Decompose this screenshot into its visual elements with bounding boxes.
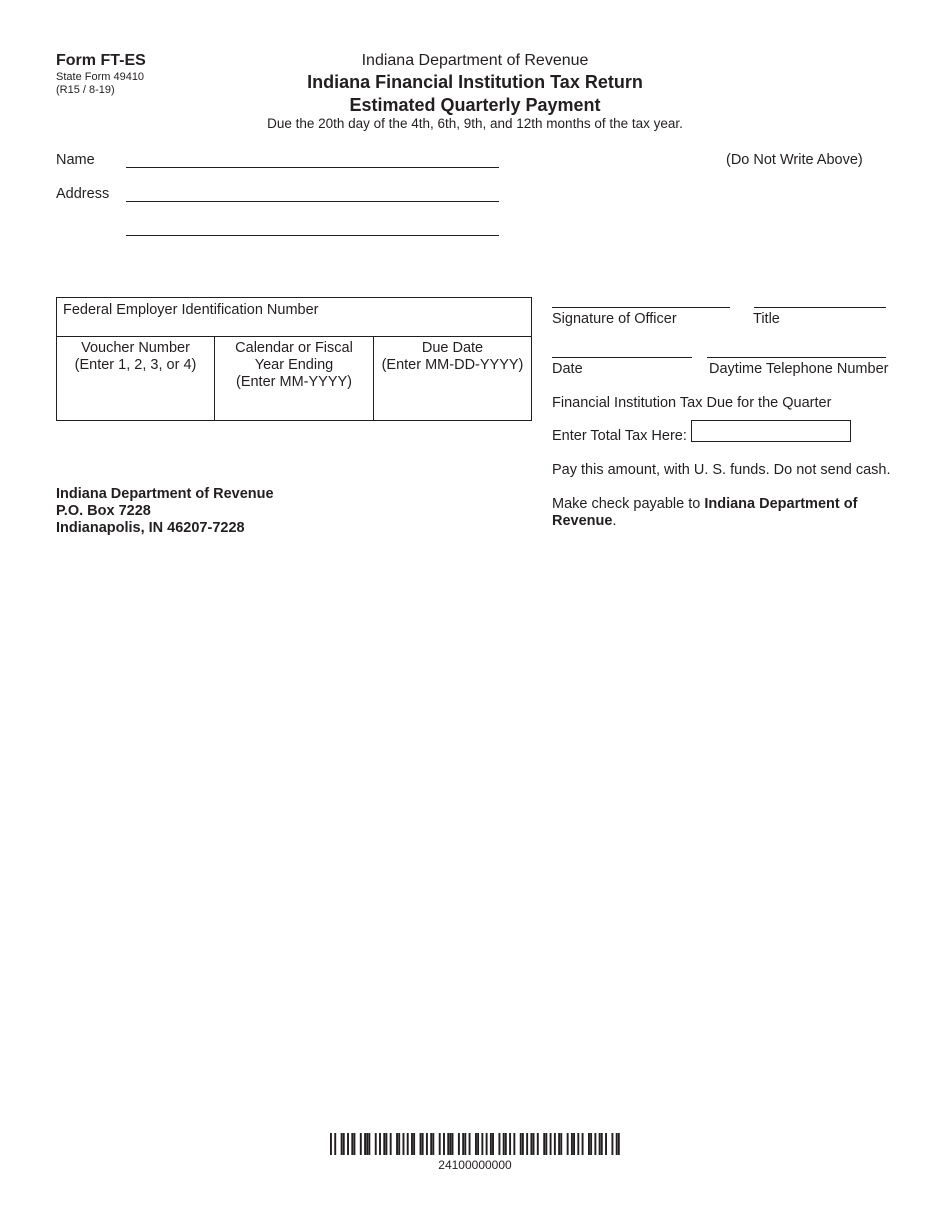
- date-label: Date: [552, 361, 583, 377]
- phone-field[interactable]: [707, 357, 886, 358]
- barcode-bar: [616, 1133, 618, 1155]
- date-field[interactable]: [552, 357, 692, 358]
- barcode-bar: [498, 1133, 500, 1155]
- payable-prefix: Make check payable to: [552, 496, 705, 512]
- address-field-line2[interactable]: [126, 235, 499, 236]
- barcode-bar: [383, 1133, 385, 1155]
- phone-label: Daytime Telephone Number: [709, 361, 889, 377]
- barcode-bar: [554, 1133, 556, 1155]
- barcode-bar: [351, 1133, 353, 1155]
- name-label: Name: [56, 152, 95, 168]
- department-name: Indiana Department of Revenue: [361, 52, 589, 69]
- barcode-bar: [530, 1133, 532, 1155]
- barcode-bar: [366, 1133, 368, 1155]
- barcode-bar: [520, 1133, 522, 1155]
- barcode-bar: [439, 1133, 441, 1155]
- year-ending-label-1: Calendar or Fiscal: [235, 340, 353, 356]
- barcode-bar: [385, 1133, 387, 1155]
- address-field-line1[interactable]: [126, 201, 499, 202]
- year-ending-cell[interactable]: [215, 336, 374, 420]
- barcode-bar: [347, 1133, 349, 1155]
- form-revision: (R15 / 8-19): [56, 84, 115, 96]
- form-id: Form FT-ES: [56, 52, 146, 69]
- barcode-bar: [426, 1133, 428, 1155]
- barcode-bar: [375, 1133, 377, 1155]
- form-title: Indiana Financial Institution Tax Return: [307, 72, 643, 92]
- barcode-bar: [364, 1133, 366, 1155]
- title-field[interactable]: [754, 307, 886, 308]
- barcode-bar: [462, 1133, 464, 1155]
- barcode-bar: [379, 1133, 381, 1155]
- total-tax-label: Enter Total Tax Here:: [552, 428, 687, 444]
- voucher-number-hint: (Enter 1, 2, 3, or 4): [74, 357, 197, 373]
- mailing-address-line2: P.O. Box 7228: [56, 503, 151, 519]
- barcode-bar: [447, 1133, 449, 1155]
- barcode-bar: [403, 1133, 405, 1155]
- name-field[interactable]: [126, 167, 499, 168]
- due-note: Due the 20th day of the 4th, 6th, 9th, and 12th months of the tax year.: [267, 116, 683, 131]
- barcode-bar: [353, 1133, 355, 1155]
- us-funds-note: Pay this amount, with U. S. funds. Do not send cash.: [552, 462, 891, 478]
- barcode-bar: [432, 1133, 434, 1155]
- barcode-bar: [582, 1133, 584, 1155]
- payable-payee-2: Revenue: [552, 513, 613, 529]
- barcode-bar: [590, 1133, 592, 1155]
- address-label: Address: [56, 186, 110, 202]
- barcode-bar: [605, 1133, 607, 1155]
- barcode-bar: [545, 1133, 547, 1155]
- barcode: [330, 1133, 620, 1155]
- payable-suffix: .: [612, 513, 617, 529]
- form-subtitle: Estimated Quarterly Payment: [349, 95, 601, 115]
- title-label: Title: [753, 311, 780, 327]
- barcode-bar: [505, 1133, 507, 1155]
- barcode-bar: [588, 1133, 590, 1155]
- do-not-write-note: (Do Not Write Above): [726, 152, 863, 168]
- barcode-bar: [533, 1133, 535, 1155]
- barcode-bar: [330, 1133, 332, 1155]
- barcode-bar: [343, 1133, 345, 1155]
- barcode-bar: [550, 1133, 552, 1155]
- barcode-bar: [420, 1133, 422, 1155]
- fein-label: Federal Employer Identification Number: [63, 302, 319, 318]
- due-date-hint: (Enter MM-DD-YYYY): [381, 357, 524, 373]
- mailing-address-line1: Indiana Department of Revenue: [56, 486, 274, 502]
- barcode-bar: [618, 1133, 620, 1155]
- barcode-bar: [503, 1133, 505, 1155]
- barcode-bar: [390, 1133, 392, 1155]
- barcode-bar: [422, 1133, 424, 1155]
- payable-payee-1: Indiana Department of: [704, 496, 858, 512]
- barcode-bar: [458, 1133, 460, 1155]
- barcode-bar: [522, 1133, 524, 1155]
- barcode-bar: [481, 1133, 483, 1155]
- barcode-bar: [398, 1133, 400, 1155]
- payable-note: [552, 496, 882, 530]
- officer-signature-label: Signature of Officer: [552, 311, 677, 327]
- barcode-bar: [413, 1133, 415, 1155]
- barcode-bar: [567, 1133, 569, 1155]
- voucher-box: [56, 297, 532, 421]
- barcode-bar: [560, 1133, 562, 1155]
- officer-signature-field[interactable]: [552, 307, 730, 308]
- barcode-bar: [411, 1133, 413, 1155]
- barcode-bar: [573, 1133, 575, 1155]
- barcode-bar: [537, 1133, 539, 1155]
- voucher-number-cell[interactable]: [57, 336, 215, 420]
- barcode-bar: [443, 1133, 445, 1155]
- tax-due-label: Financial Institution Tax Due for the Quarter: [552, 395, 832, 411]
- barcode-bar: [430, 1133, 432, 1155]
- barcode-bar: [543, 1133, 545, 1155]
- barcode-bar: [477, 1133, 479, 1155]
- barcode-bar: [526, 1133, 528, 1155]
- barcode-bar: [490, 1133, 492, 1155]
- barcode-bar: [469, 1133, 471, 1155]
- barcode-bar: [341, 1133, 343, 1155]
- barcode-number: 24100000000: [438, 1158, 512, 1172]
- due-date-cell[interactable]: [374, 336, 531, 420]
- mailing-address-line3: Indianapolis, IN 46207-7228: [56, 520, 245, 536]
- barcode-bar: [486, 1133, 488, 1155]
- barcode-bar: [464, 1133, 466, 1155]
- barcode-bar: [407, 1133, 409, 1155]
- barcode-bar: [492, 1133, 494, 1155]
- year-ending-hint: (Enter MM-YYYY): [235, 374, 352, 390]
- barcode-bar: [571, 1133, 573, 1155]
- barcode-bar: [449, 1133, 451, 1155]
- barcode-bar: [611, 1133, 613, 1155]
- barcode-bar: [509, 1133, 511, 1155]
- total-tax-field[interactable]: [691, 420, 851, 442]
- barcode-bar: [513, 1133, 515, 1155]
- barcode-bar: [599, 1133, 601, 1155]
- due-date-label: Due Date: [421, 340, 484, 356]
- barcode-bar: [601, 1133, 603, 1155]
- barcode-bar: [360, 1133, 362, 1155]
- barcode-bar: [594, 1133, 596, 1155]
- state-form-number: State Form 49410: [56, 71, 145, 83]
- barcode-bar: [452, 1133, 454, 1155]
- barcode-bar: [396, 1133, 398, 1155]
- barcode-bar: [577, 1133, 579, 1155]
- barcode-bar: [368, 1133, 370, 1155]
- year-ending-label-2: Year Ending: [254, 357, 334, 373]
- barcode-bar: [558, 1133, 560, 1155]
- barcode-bar: [475, 1133, 477, 1155]
- barcode-bar: [334, 1133, 336, 1155]
- voucher-number-label: Voucher Number: [81, 340, 190, 356]
